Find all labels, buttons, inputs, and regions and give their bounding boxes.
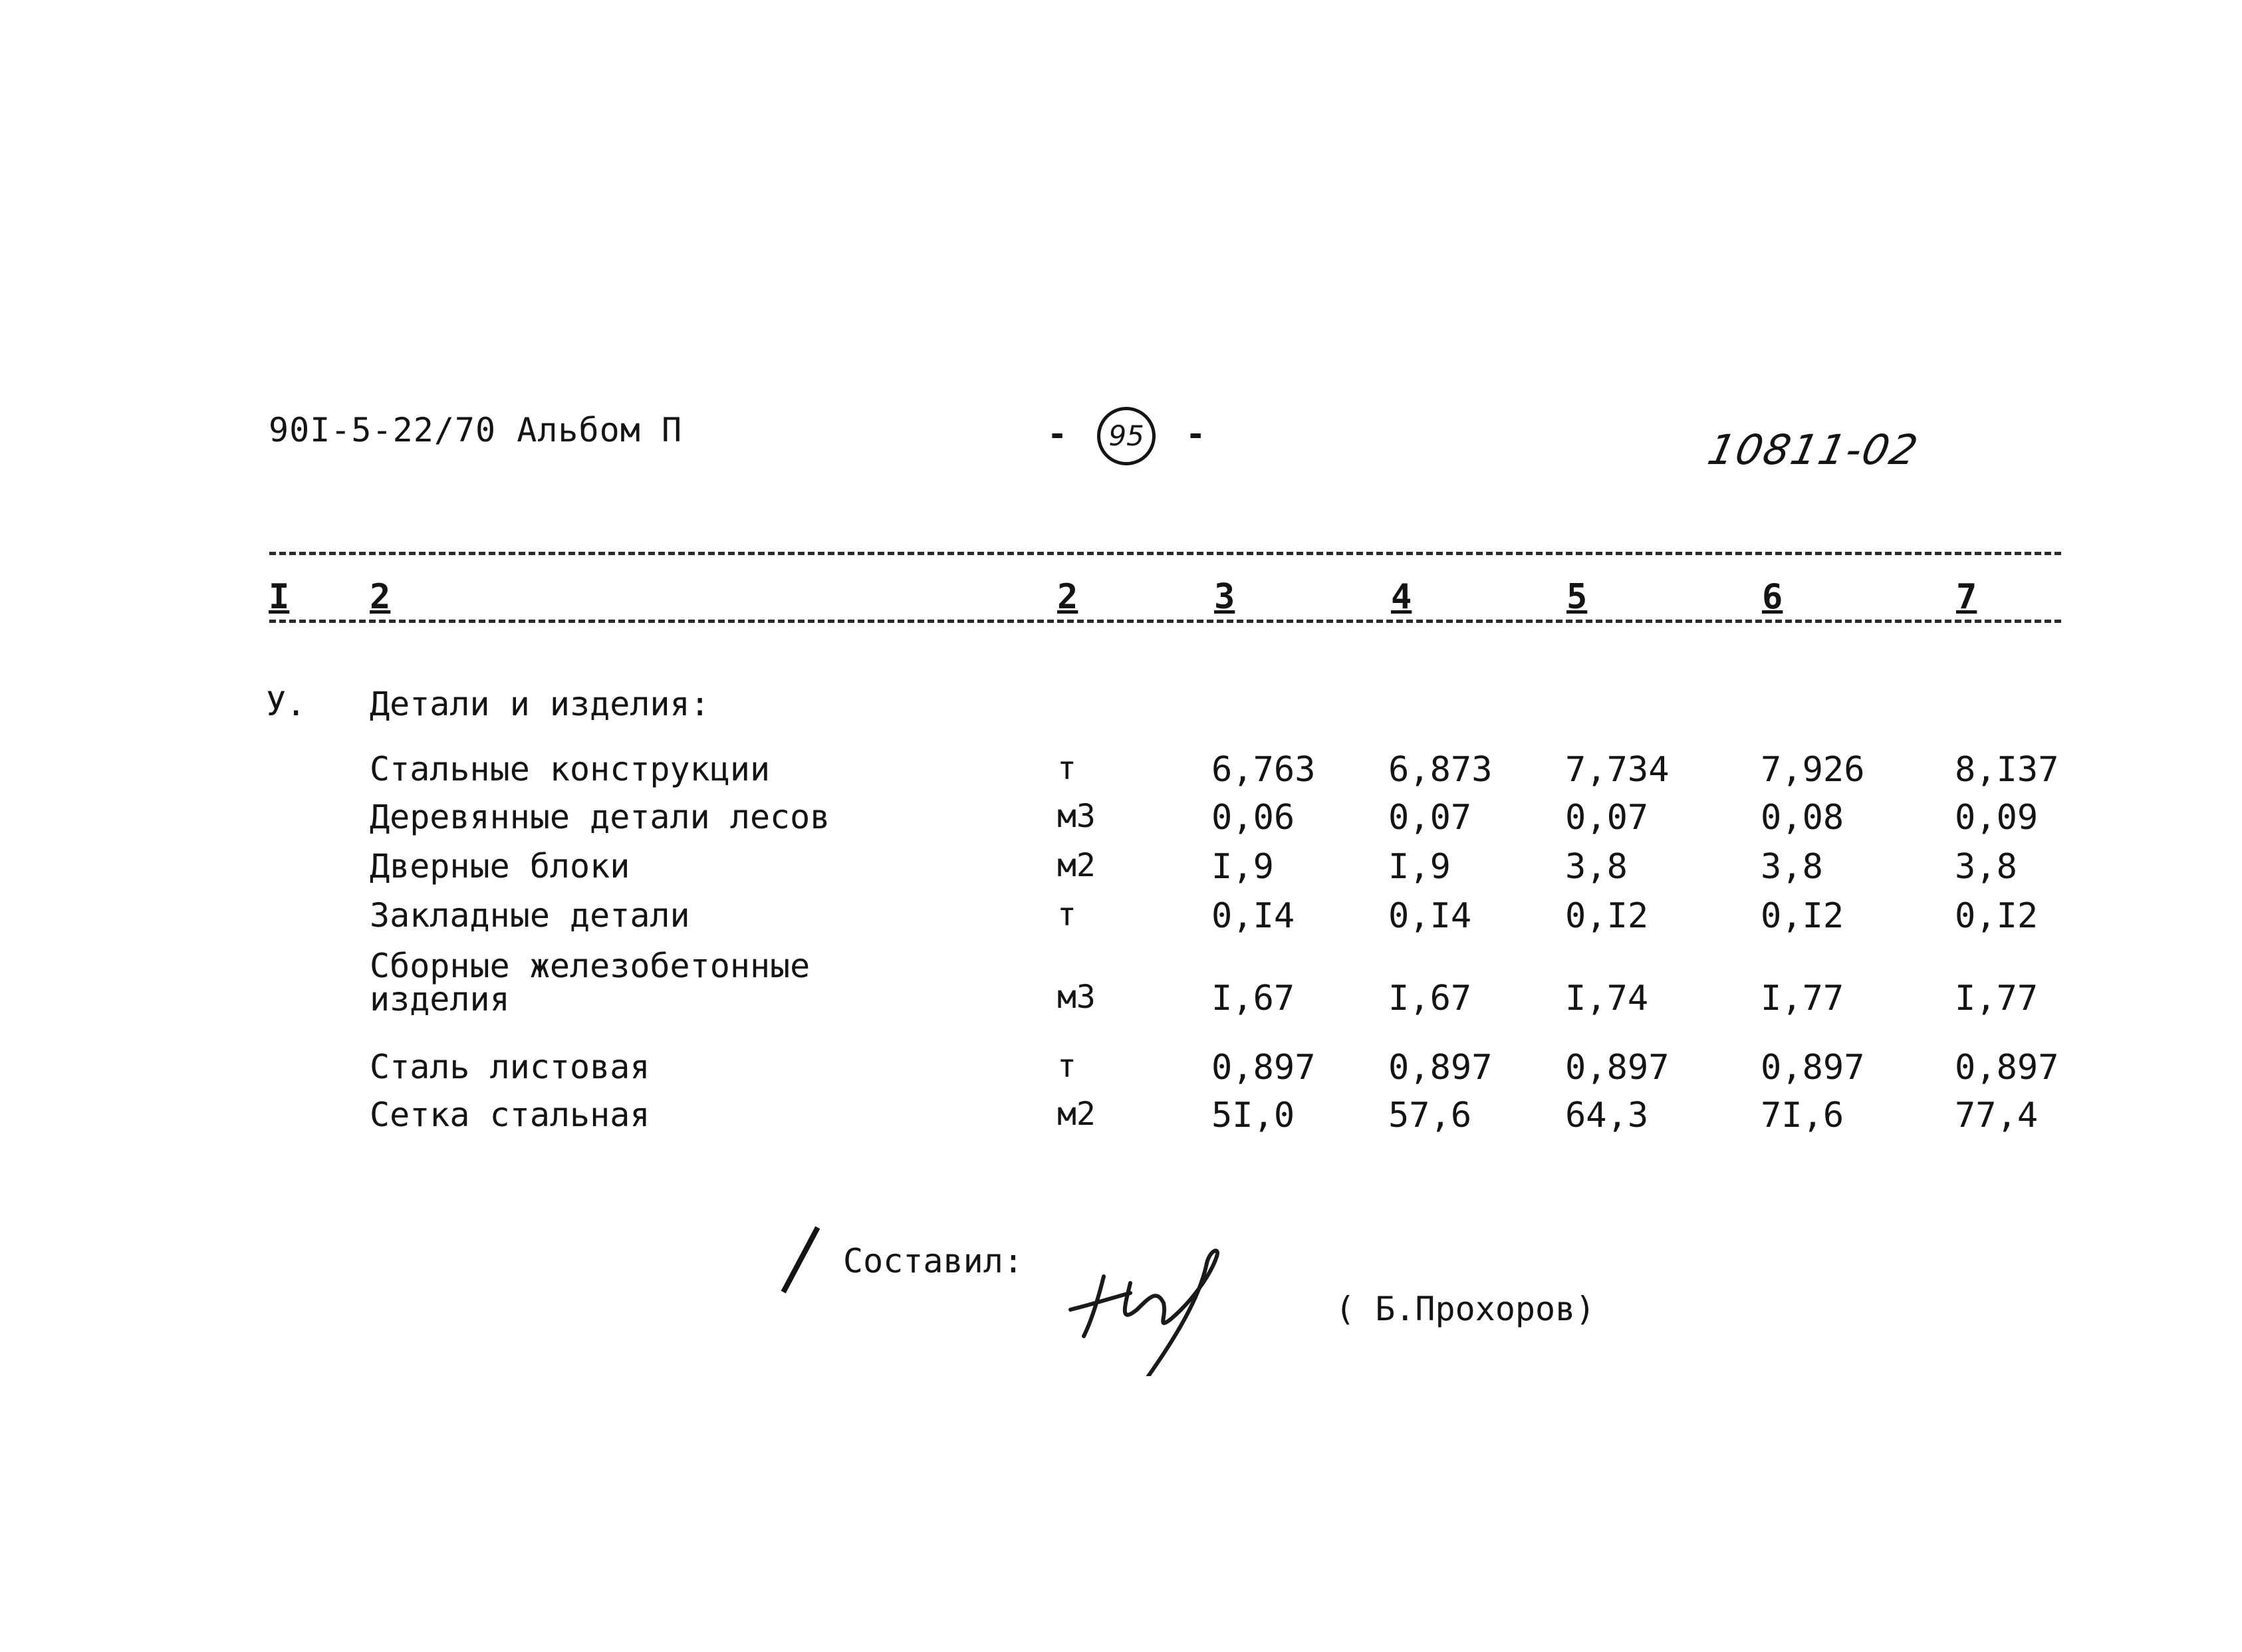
value-col-4: I,9 [1388, 847, 1451, 887]
column-number-2: 2 [370, 577, 391, 617]
column-number-6: 6 [1762, 577, 1783, 617]
column-number-7: 7 [1956, 577, 1977, 617]
item-name: Закладные детали [370, 896, 690, 935]
value-col-3: 0,897 [1211, 1048, 1316, 1088]
table-row [0, 798, 2242, 844]
column-number-3: 3 [1214, 577, 1235, 617]
value-col-4: 0,897 [1388, 1048, 1493, 1088]
compiled-by-label: Составил: [843, 1242, 1023, 1280]
item-name: Сборные железобетонные [370, 947, 810, 985]
page-number-dash-right: - [1185, 414, 1206, 453]
value-col-6: 0,I2 [1761, 896, 1844, 936]
value-col-5: 64,3 [1565, 1096, 1649, 1135]
value-col-6: I,77 [1761, 979, 1844, 1018]
value-col-7: 8,I37 [1955, 750, 2059, 790]
sheet-code: 10811-02 [1703, 425, 1924, 474]
value-col-3: 0,06 [1211, 798, 1295, 838]
author-name: ( Б.Прохоров) [1335, 1290, 1596, 1328]
document-code: 90I-5-22/70 Альбом П [269, 411, 683, 449]
value-col-4: 0,I4 [1388, 896, 1472, 936]
item-name-continuation: изделия [370, 980, 510, 1018]
value-col-7: 0,I2 [1955, 896, 2039, 936]
value-col-5: 0,07 [1565, 798, 1649, 838]
page-number: 95 [1097, 407, 1156, 465]
table-header-rule [269, 620, 2061, 623]
column-number-4: 4 [1391, 577, 1412, 617]
value-col-7: 0,09 [1955, 798, 2039, 838]
value-col-4: I,67 [1388, 979, 1472, 1018]
item-name: Дверные блоки [370, 847, 630, 885]
item-name: Сталь листовая [370, 1048, 650, 1086]
value-col-5: 0,897 [1565, 1048, 1670, 1088]
table-row [0, 750, 2242, 796]
value-col-6: 0,897 [1761, 1048, 1865, 1088]
table-row [0, 1048, 2242, 1094]
value-col-3: 6,763 [1211, 750, 1316, 790]
signature-drawing [1057, 1230, 1230, 1376]
value-col-5: 3,8 [1565, 847, 1628, 887]
value-col-3: I,9 [1211, 847, 1274, 887]
value-col-6: 7I,6 [1761, 1096, 1844, 1135]
table-row [0, 847, 2242, 893]
table-top-rule [269, 552, 2061, 555]
value-col-7: 77,4 [1955, 1096, 2039, 1135]
value-col-4: 6,873 [1388, 750, 1493, 790]
item-unit: т [1057, 1048, 1076, 1085]
item-name: Сетка стальная [370, 1096, 650, 1134]
value-col-3: 5I,0 [1211, 1096, 1295, 1135]
value-col-4: 57,6 [1388, 1096, 1472, 1135]
value-col-6: 3,8 [1761, 847, 1823, 887]
item-name: Стальные конструкции [370, 750, 771, 788]
section-number: У. [266, 685, 307, 723]
column-number-unit: 2 [1057, 577, 1078, 617]
value-col-6: 0,08 [1761, 798, 1844, 838]
item-name: Деревянные детали лесов [370, 798, 830, 836]
value-col-3: 0,I4 [1211, 896, 1295, 936]
item-unit: т [1057, 896, 1076, 933]
item-unit: т [1057, 750, 1076, 787]
page-number-dash-left: - [1047, 414, 1068, 453]
table-row [0, 896, 2242, 943]
value-col-5: 7,734 [1565, 750, 1670, 790]
column-number-5: 5 [1566, 577, 1588, 617]
item-unit: м3 [1057, 798, 1096, 835]
value-col-5: I,74 [1565, 979, 1649, 1018]
value-col-5: 0,I2 [1565, 896, 1649, 936]
value-col-7: I,77 [1955, 979, 2039, 1018]
value-col-4: 0,07 [1388, 798, 1472, 838]
value-col-7: 0,897 [1955, 1048, 2059, 1088]
value-col-3: I,67 [1211, 979, 1295, 1018]
section-title: Детали и изделия: [370, 685, 710, 723]
table-row [0, 1096, 2242, 1142]
handwritten-signature [1057, 1230, 1230, 1379]
item-unit: м3 [1057, 979, 1096, 1016]
item-unit: м2 [1057, 1096, 1096, 1133]
item-unit: м2 [1057, 847, 1096, 884]
value-col-6: 7,926 [1761, 750, 1865, 790]
page-number-block [1037, 407, 1215, 465]
slash-mark [781, 1227, 820, 1294]
value-col-7: 3,8 [1955, 847, 2017, 887]
column-number-1: I [269, 577, 290, 617]
table-row [0, 947, 2242, 1033]
